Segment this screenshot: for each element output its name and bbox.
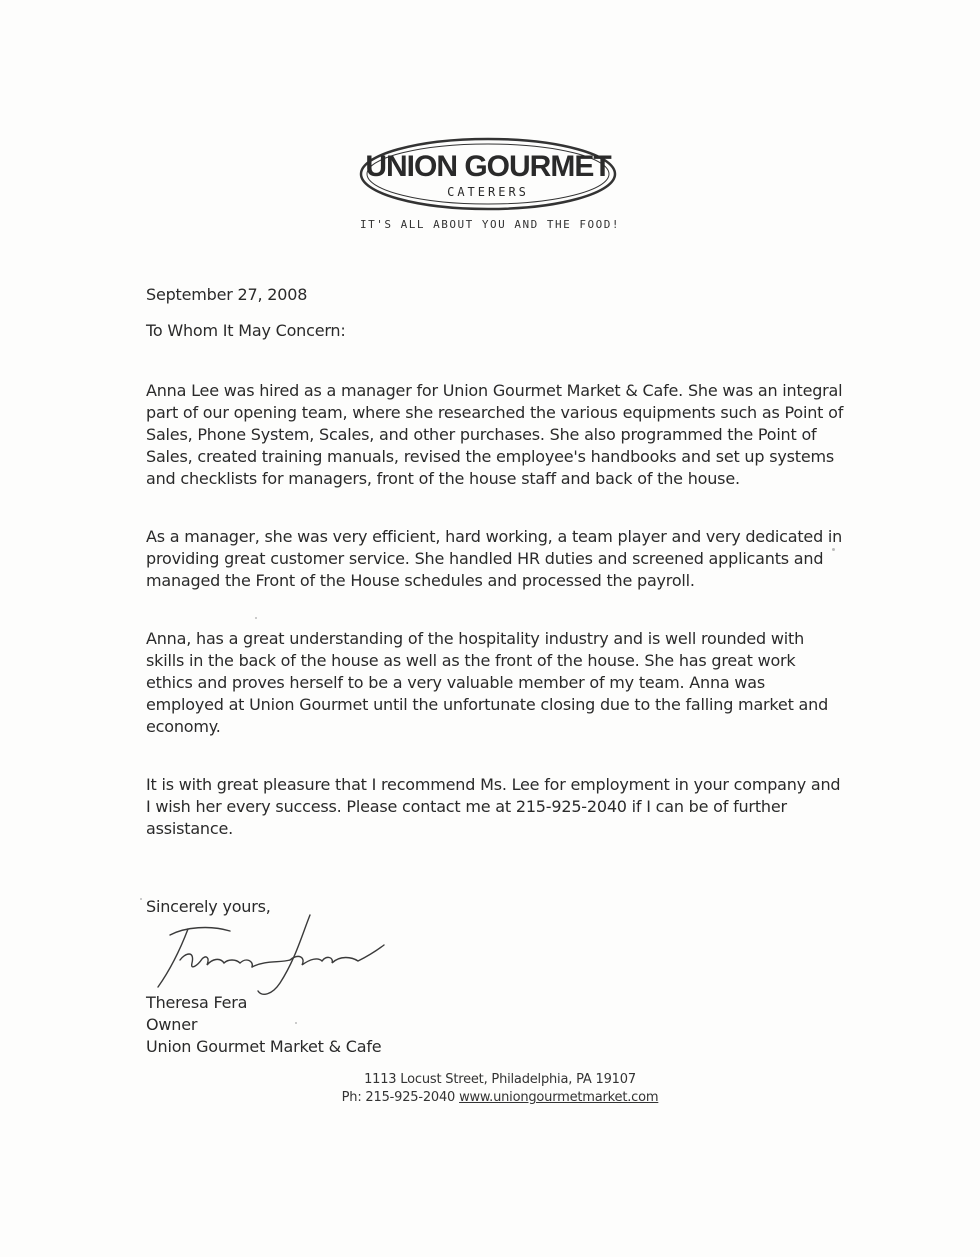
- letter-paragraph: As a manager, she was very efficient, hard working, a team player and very dedicated in providing great customer service. She handled HR duties and screened applicants and managed the Front of the House schedules and processed the payroll.: [146, 527, 843, 590]
- scan-speck: [255, 617, 257, 619]
- signer-name: Theresa Fera: [146, 993, 248, 1012]
- footer-address: 1113 Locust Street, Philadelphia, PA 19107: [364, 1072, 636, 1087]
- letter-closing: Sincerely yours,: [146, 897, 271, 916]
- letterhead-tagline: IT'S ALL ABOUT YOU AND THE FOOD!: [360, 218, 620, 231]
- website-link[interactable]: www.uniongourmetmarket.com: [459, 1090, 659, 1105]
- logo-subbrand-text: CATERERS: [447, 185, 529, 199]
- signer-title: Owner: [146, 1015, 198, 1034]
- letter-salutation: To Whom It May Concern:: [146, 321, 346, 340]
- letter-paragraph: Anna, has a great understanding of the hospitality industry and is well rounded with skills in the back of the house as well as the front of the house. She has great work ethics and proves herself to be a very valuable member of my team. Anna was employed at Union Gourmet until the unfortunate closing due to the falling market and economy.: [146, 629, 829, 736]
- signer-company: Union Gourmet Market & Cafe: [146, 1037, 382, 1056]
- letter-paragraph: It is with great pleasure that I recommend Ms. Lee for employment in your company and I wish her every success. Please contact me at 215-925-2040 if I can be of further assistance.: [146, 775, 841, 838]
- scan-speck: [140, 898, 142, 900]
- footer-contact: [300, 1090, 700, 1105]
- scan-speck: [832, 548, 835, 551]
- letter-date: September 27, 2008: [146, 285, 308, 304]
- logo-brand-text: UNION GOURMET: [365, 150, 611, 183]
- company-logo: [358, 136, 618, 214]
- scan-speck: [295, 1022, 297, 1024]
- footer-phone: Ph: 215-925-2040: [341, 1090, 456, 1105]
- letter-paragraph: Anna Lee was hired as a manager for Union Gourmet Market & Cafe. She was an integral part of our opening team, where she researched the various equipments such as Point of Sales, Phone System, Scales, and other purchases. She also programmed the Point of Sales, created training manuals, revised the employee's handbooks and set up systems and checklists for managers, front of the house staff and back of the house.: [146, 381, 844, 488]
